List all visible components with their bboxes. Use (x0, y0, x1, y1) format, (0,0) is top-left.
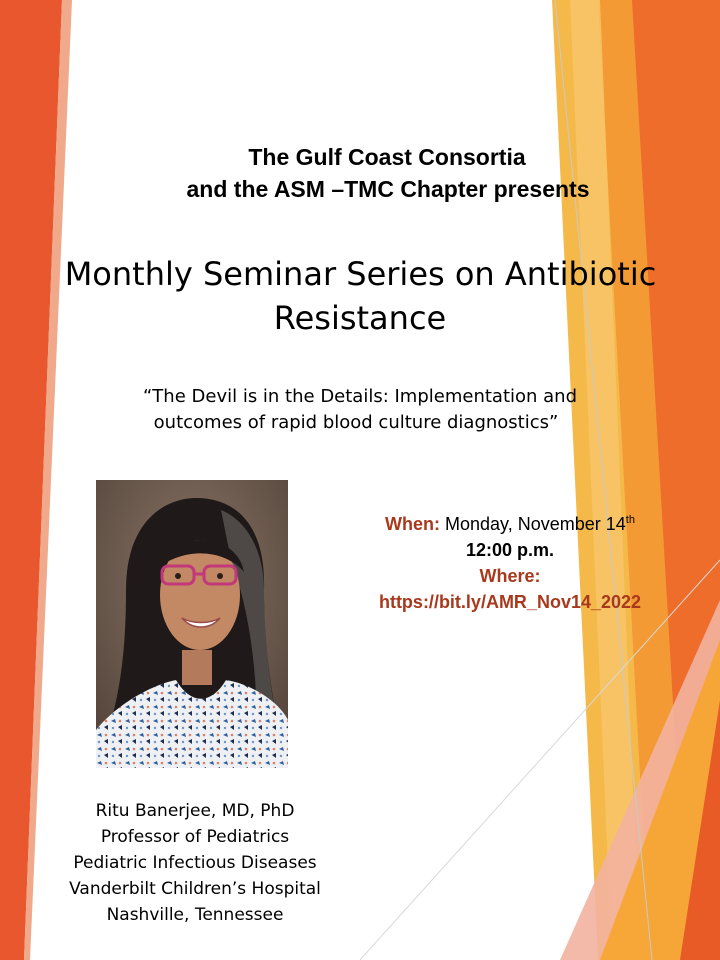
speaker-location: Nashville, Tennessee (106, 905, 284, 925)
when-label: When: (385, 514, 440, 534)
presenter-line-2: and the ASM –TMC Chapter presents (186, 176, 590, 202)
speaker-title: Professor of Pediatrics (100, 827, 290, 847)
event-details (340, 507, 680, 615)
event-time: 12:00 p.m. (465, 540, 555, 560)
talk-title (0, 384, 720, 436)
speaker-division: Pediatric Infectious Diseases (73, 853, 317, 873)
where-label: Where: (479, 566, 541, 586)
event-link[interactable]: https://bit.ly/AMR_Nov14_2022 (378, 592, 642, 612)
speaker-name: Ritu Banerjee, MD, PhD (95, 801, 295, 821)
when-day-suffix: th (625, 514, 635, 526)
speaker-info (20, 798, 370, 928)
talk-title-line-2: outcomes of rapid blood culture diagnostics” (153, 412, 559, 433)
speaker-hospital: Vanderbilt Children’s Hospital (69, 879, 321, 899)
presenter-heading (0, 141, 720, 205)
presenter-line-1: The Gulf Coast Consortia (248, 144, 526, 170)
series-title-line-1: Monthly Seminar Series on Antibiotic (64, 255, 657, 293)
series-title (0, 252, 720, 340)
speaker-photo (96, 480, 288, 768)
when-row (340, 507, 680, 537)
series-title-line-2: Resistance (273, 299, 447, 337)
talk-title-line-1: “The Devil is in the Details: Implementation and (142, 386, 578, 407)
when-value: Monday, November 14 (445, 514, 626, 534)
